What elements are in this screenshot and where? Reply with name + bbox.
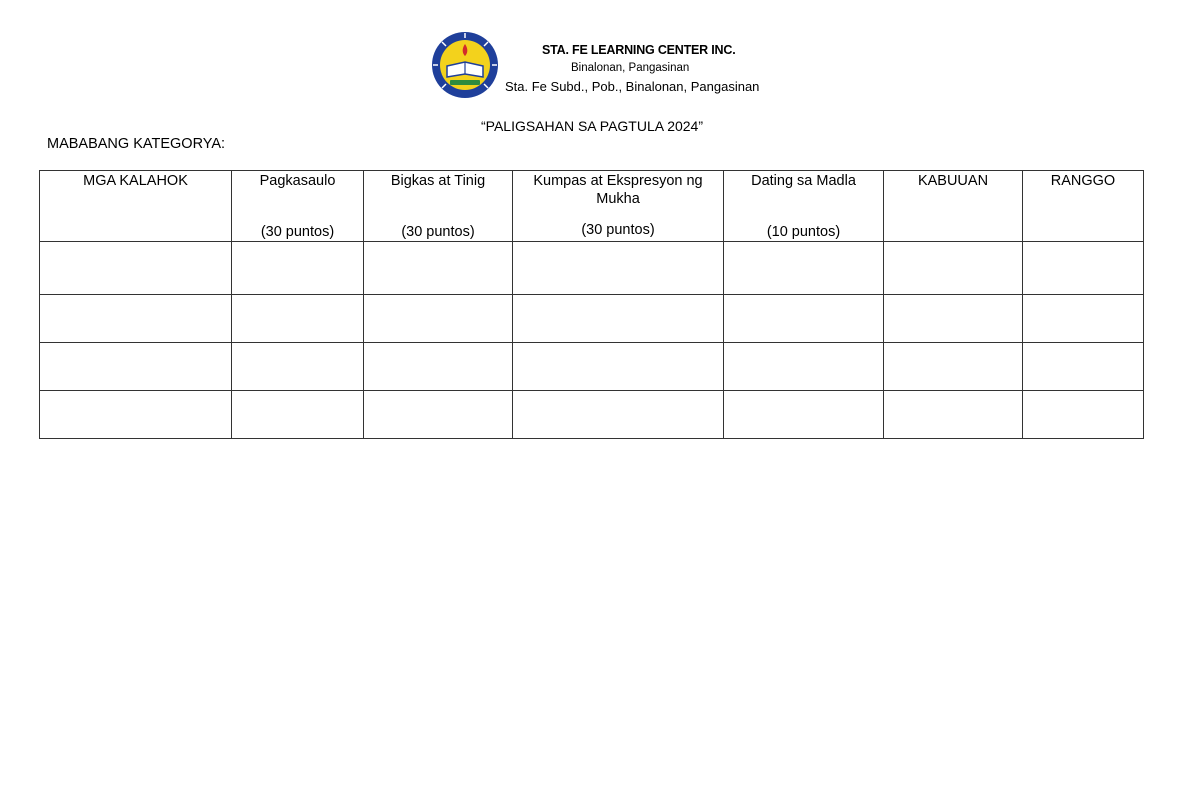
school-name: STA. FE LEARNING CENTER INC. [542, 43, 736, 57]
column-header-audience-impact: Dating sa Madla (10 puntos) [724, 171, 884, 242]
table-cell [884, 343, 1023, 391]
column-points: (30 puntos) [581, 222, 655, 238]
table-cell [364, 295, 513, 343]
table-cell [513, 343, 724, 391]
table-cell [232, 295, 364, 343]
contest-title [0, 118, 1200, 134]
column-header-pronunciation-voice: Bigkas at Tinig (30 puntos) [364, 171, 513, 242]
table-cell [40, 343, 232, 391]
table-cell [232, 343, 364, 391]
table-cell [364, 391, 513, 439]
column-points: (30 puntos) [401, 224, 475, 240]
table-cell [724, 343, 884, 391]
table-cell [884, 391, 1023, 439]
school-town: Binalonan, Pangasinan [571, 62, 690, 74]
table-cell [1023, 391, 1144, 439]
column-header-gestures-expression: Kumpas at Ekspresyon ng Mukha (30 puntos) [513, 171, 724, 242]
table-cell [1023, 343, 1144, 391]
table-header-row [40, 171, 1144, 242]
column-header-participants: MGA KALAHOK [40, 171, 232, 242]
table-cell [40, 242, 232, 295]
score-table [39, 170, 1144, 439]
table-cell [40, 391, 232, 439]
table-cell [1023, 295, 1144, 343]
table-cell [513, 391, 724, 439]
table-cell [884, 295, 1023, 343]
table-cell [1023, 242, 1144, 295]
table-cell [232, 391, 364, 439]
table-cell [513, 295, 724, 343]
table-cell [40, 295, 232, 343]
table-row [40, 295, 1144, 343]
column-header-memorization: Pagkasaulo (30 puntos) [232, 171, 364, 242]
table-cell [364, 242, 513, 295]
letterhead [430, 30, 830, 105]
column-header-rank: RANGGO [1023, 171, 1144, 242]
seal-ribbon [450, 80, 480, 85]
table-row [40, 343, 1144, 391]
table-cell [364, 343, 513, 391]
table-cell [724, 391, 884, 439]
table-cell [232, 242, 364, 295]
school-seal-logo [430, 30, 500, 100]
column-points: (30 puntos) [260, 224, 335, 240]
table-cell [884, 242, 1023, 295]
category-label: MABABANG KATEGORYA: [47, 136, 226, 152]
column-points: (10 puntos) [766, 224, 841, 240]
table-cell [513, 242, 724, 295]
contest-title-text: “PALIGSAHAN SA PAGTULA 2024” [480, 118, 704, 134]
column-header-total: KABUUAN [884, 171, 1023, 242]
table-cell [724, 295, 884, 343]
table-cell [724, 242, 884, 295]
table-row [40, 242, 1144, 295]
school-address: Sta. Fe Subd., Pob., Binalonan, Pangasinan [505, 79, 760, 94]
table-row [40, 391, 1144, 439]
